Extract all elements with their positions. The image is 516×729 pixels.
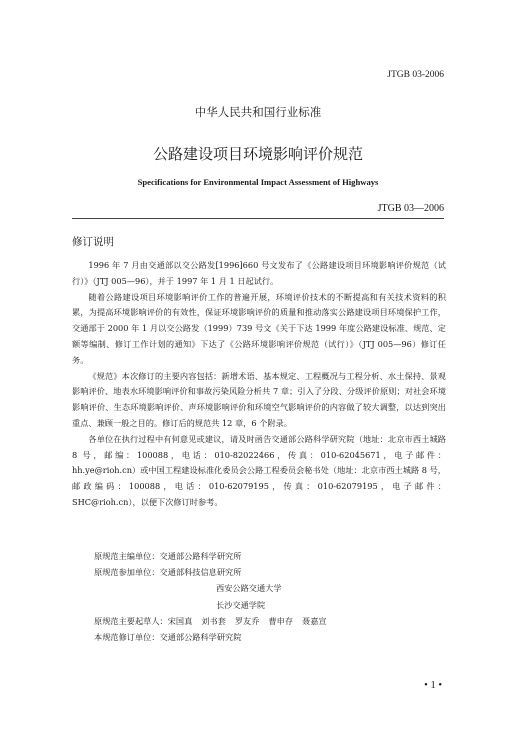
participants-row: [94, 564, 454, 580]
english-title: Specifications for Environmental Impact Assessment of Highways: [137, 177, 379, 187]
drafters-label: 原规范主要起草人：: [94, 615, 168, 626]
revision-editor-label: 本规范修订单位：: [94, 632, 160, 643]
participant-3: 长沙交通学院: [216, 599, 266, 610]
document-title: 公路建设项目环境影响评价规范: [152, 145, 363, 163]
paragraph-2: 随着公路建设项目环境影响评价工作的普遍开展，环境评价技术的不断提高和有关技术资料的积累，为提高环境影响评价的有效性，保证环境影响评价的质量和推动落实公路建设项目环境保护工作，交通部于 2000 年 1 月以交公路发（1999）739 号文《关于下达 1999 年度公路建设标准、规范、定额等编制、修订工作计划的通知》下达了《公路环境影响评价规范（试行）》（JTJ 005—96）修订任务。: [72, 291, 446, 365]
paragraph-1: 1996 年 7 月由交通部以交公路发[1996]660 号文发布了《公路建设项目环境影响评价规范（试行）》（JTJ 005—96），并于 1997 年 1 月 1 日起试行。: [72, 260, 446, 286]
section-heading: 修订说明: [72, 236, 114, 248]
standard-number: JTGB 03—2006: [377, 203, 444, 214]
participants-label: 原规范参加单位：: [94, 567, 160, 578]
chief-editor-row: [94, 548, 454, 564]
participant-2: 西安公路交通大学: [216, 583, 282, 594]
drafter-1: 宋国真: [167, 615, 193, 626]
header-standard-code: JTGB 03-2006: [387, 70, 444, 80]
paragraph-4: 各单位在执行过程中有何意见或建议，请及时函告交通部公路科学研究院（地址：北京市西土城路 8 号，邮编：100088，电话：010-82022466，传真：010-62045671，电子邮件：hh.ye@rioh.cn）或中国工程建设标准化委员会公路工程委员会秘书处（地址：北京市西土城路 8 号，邮政编码：100088，电话：010-62079195，传真：010-62079195，电子邮件：SHC@rioh.cn），以便下次修订时参考。: [72, 433, 446, 507]
participants-row-2: [94, 580, 454, 596]
page-number: • 1 •: [424, 680, 442, 691]
paragraph-3: 《规范》本次修订的主要内容包括：新增术语、基本规定、工程概况与工程分析、水土保持、景观影响评价、地表水环境影响评价和事故污染风险分析共 7 章；引入了分段、分级评价原则；对社会环境影响评价、生态环境影响评价、声环境影响评价和环境空气影响评价的内容做了较大调整，以达到突出重点、兼顾一般之目的。修订后的规范共 12 章，6 个附录。: [72, 370, 446, 428]
credits-block: [94, 548, 454, 645]
organization-title: 中华人民共和国行业标准: [194, 105, 322, 119]
participants-row-3: [94, 597, 454, 613]
revision-editor-row: [94, 629, 454, 645]
drafter-4: 曹申存: [268, 615, 294, 626]
participant-1: 交通部科技信息研究所: [159, 567, 242, 578]
drafters-row: [94, 613, 454, 629]
chief-editor-value: 交通部公路科学研究所: [159, 551, 242, 561]
title-divider: [72, 218, 444, 219]
revision-notes-body: [72, 258, 446, 511]
drafter-3: 罗友乔: [234, 615, 260, 626]
chief-editor-label: 原规范主编单位：: [94, 551, 160, 561]
drafter-5: 聂嘉宣: [302, 615, 327, 626]
drafter-2: 刘书套: [201, 615, 226, 626]
revision-editor-value: 交通部公路科学研究院: [159, 632, 242, 643]
